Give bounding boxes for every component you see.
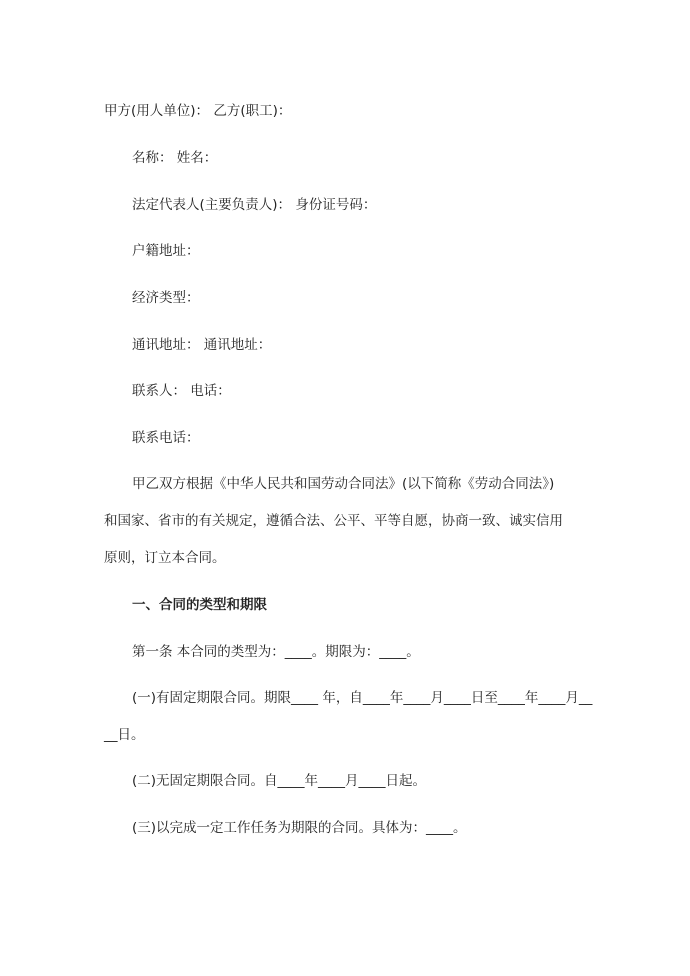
preamble-line-2: 和国家、省市的有关规定，遵循合法、公平、平等自愿，协商一致、诚实信用 xyxy=(104,513,563,529)
fixed-term-contract-line-2: __日。 xyxy=(104,727,145,743)
task-based-contract-line: (三)以完成一定工作任务为期限的合同。具体为：____。 xyxy=(132,820,467,836)
mailing-address-line: 通讯地址： 通讯地址： xyxy=(132,337,272,353)
contact-phone-line: 联系电话： xyxy=(132,430,200,446)
fixed-term-contract-line: (一)有固定期限合同。期限____ 年，自____年____月____日至____年____月__ xyxy=(132,690,593,706)
household-address-line: 户籍地址： xyxy=(132,243,200,259)
preamble-line-3: 原则，订立本合同。 xyxy=(104,550,226,566)
preamble-line-1: 甲乙双方根据《中华人民共和国劳动合同法》(以下简称《劳动合同法》) xyxy=(132,476,555,492)
legal-rep-id-line: 法定代表人(主要负责人)： 身份证号码： xyxy=(132,197,377,213)
contact-person-phone-line: 联系人： 电话： xyxy=(132,383,231,399)
preamble-paragraph xyxy=(104,466,590,577)
article-1-line: 第一条 本合同的类型为：____。期限为：____。 xyxy=(132,644,420,660)
section-1-heading: 一、合同的类型和期限 xyxy=(132,597,267,613)
open-ended-contract-line: (二)无固定期限合同。自____年____月____日起。 xyxy=(132,773,427,789)
economic-type-line: 经济类型： xyxy=(132,290,200,306)
name-field-line: 名称： 姓名： xyxy=(132,150,218,166)
party-header-line: 甲方(用人单位)： 乙方(职工)： xyxy=(104,103,292,119)
